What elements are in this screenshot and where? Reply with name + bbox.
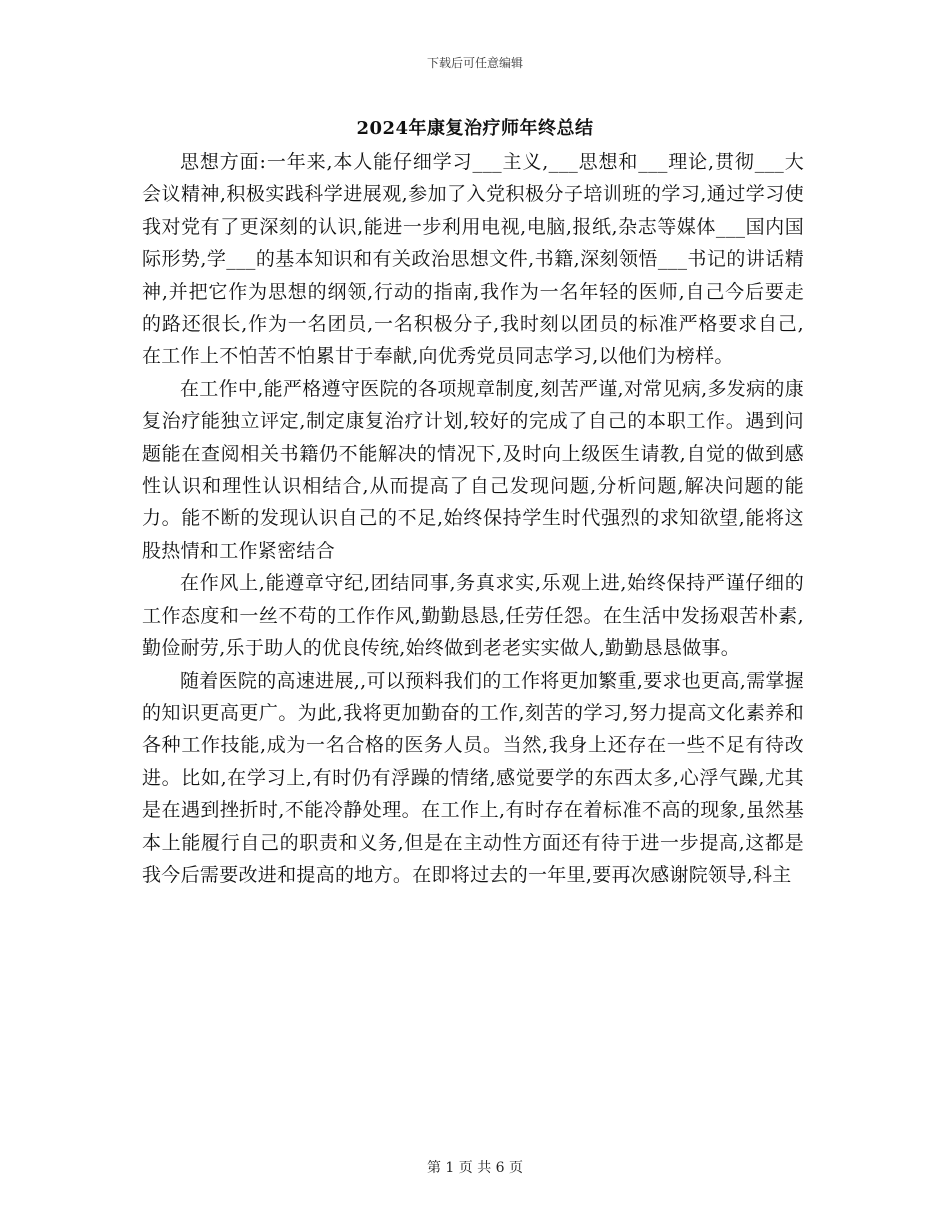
paragraph-outlook: 随着医院的高速进展,,可以预料我们的工作将更加繁重,要求也更高,需掌握的知识更高更广。为此,我将更加勤奋的工作,刻苦的学习,努力提高文化素养和各种工作技能,成为一名合格的医务人员。当然,我身上还存在一些不足有待改进。比如,在学习上,有时仍有浮躁的情绪,感觉要学的东西太多,心浮气躁,尤其是在遇到挫折时,不能冷静处理。在工作上,有时存在着标准不高的现象,虽然基本上能履行自己的职责和义务,但是在主动性方面还有待于进一步提高,这都是我今后需要改进和提高的地方。在即将过去的一年里,要再次感谢院领导,科主 <box>142 669 804 886</box>
paragraph-style: 在作风上,能遵章守纪,团结同事,务真求实,乐观上进,始终保持严谨仔细的工作态度和一丝不苟的工作作风,勤勤恳恳,任劳任怨。在生活中发扬艰苦朴素,勤俭耐劳,乐于助人的优良传统,始终做到老老实实做人,勤勤恳恳做事。 <box>142 572 804 660</box>
document-title: 2024年康复治疗师年终总结 <box>356 118 594 139</box>
paragraph-thought: 思想方面:一年来,本人能仔细学习___主义,___思想和___理论,贯彻___大会议精神,积极实践科学进展观,参加了入党积极分子培训班的学习,通过学习使我对党有了更深刻的认识,能进一步利用电视,电脑,报纸,杂志等媒体___国内国际形势,学___的基本知识和有关政治思想文件,书籍,深刻领悟___书记的讲话精神,并把它作为思想的纲领,行动的指南,我作为一名年轻的医师,自己今后要走的路还很长,作为一名团员,一名积极分子,我时刻以团员的标准严格要求自己,在工作上不怕苦不怕累甘于奉献,向优秀党员同志学习,以他们为榜样。 <box>142 151 804 368</box>
page-number-footer: 第 1 页 共 6 页 <box>426 1160 524 1176</box>
page-header-note: 下载后可任意编辑 <box>426 56 523 70</box>
paragraph-work: 在工作中,能严格遵守医院的各项规章制度,刻苦严谨,对常见病,多发病的康复治疗能独立评定,制定康复治疗计划,较好的完成了自己的本职工作。遇到问题能在查阅相关书籍仍不能解决的情况下,及时向上级医生请教,自觉的做到感性认识和理性认识相结合,从而提高了自己发现问题,分析问题,解决问题的能力。能不断的发现认识自己的不足,始终保持学生时代强烈的求知欲望,能将这股热情和工作紧密结合 <box>142 377 804 562</box>
document-body <box>142 146 804 891</box>
